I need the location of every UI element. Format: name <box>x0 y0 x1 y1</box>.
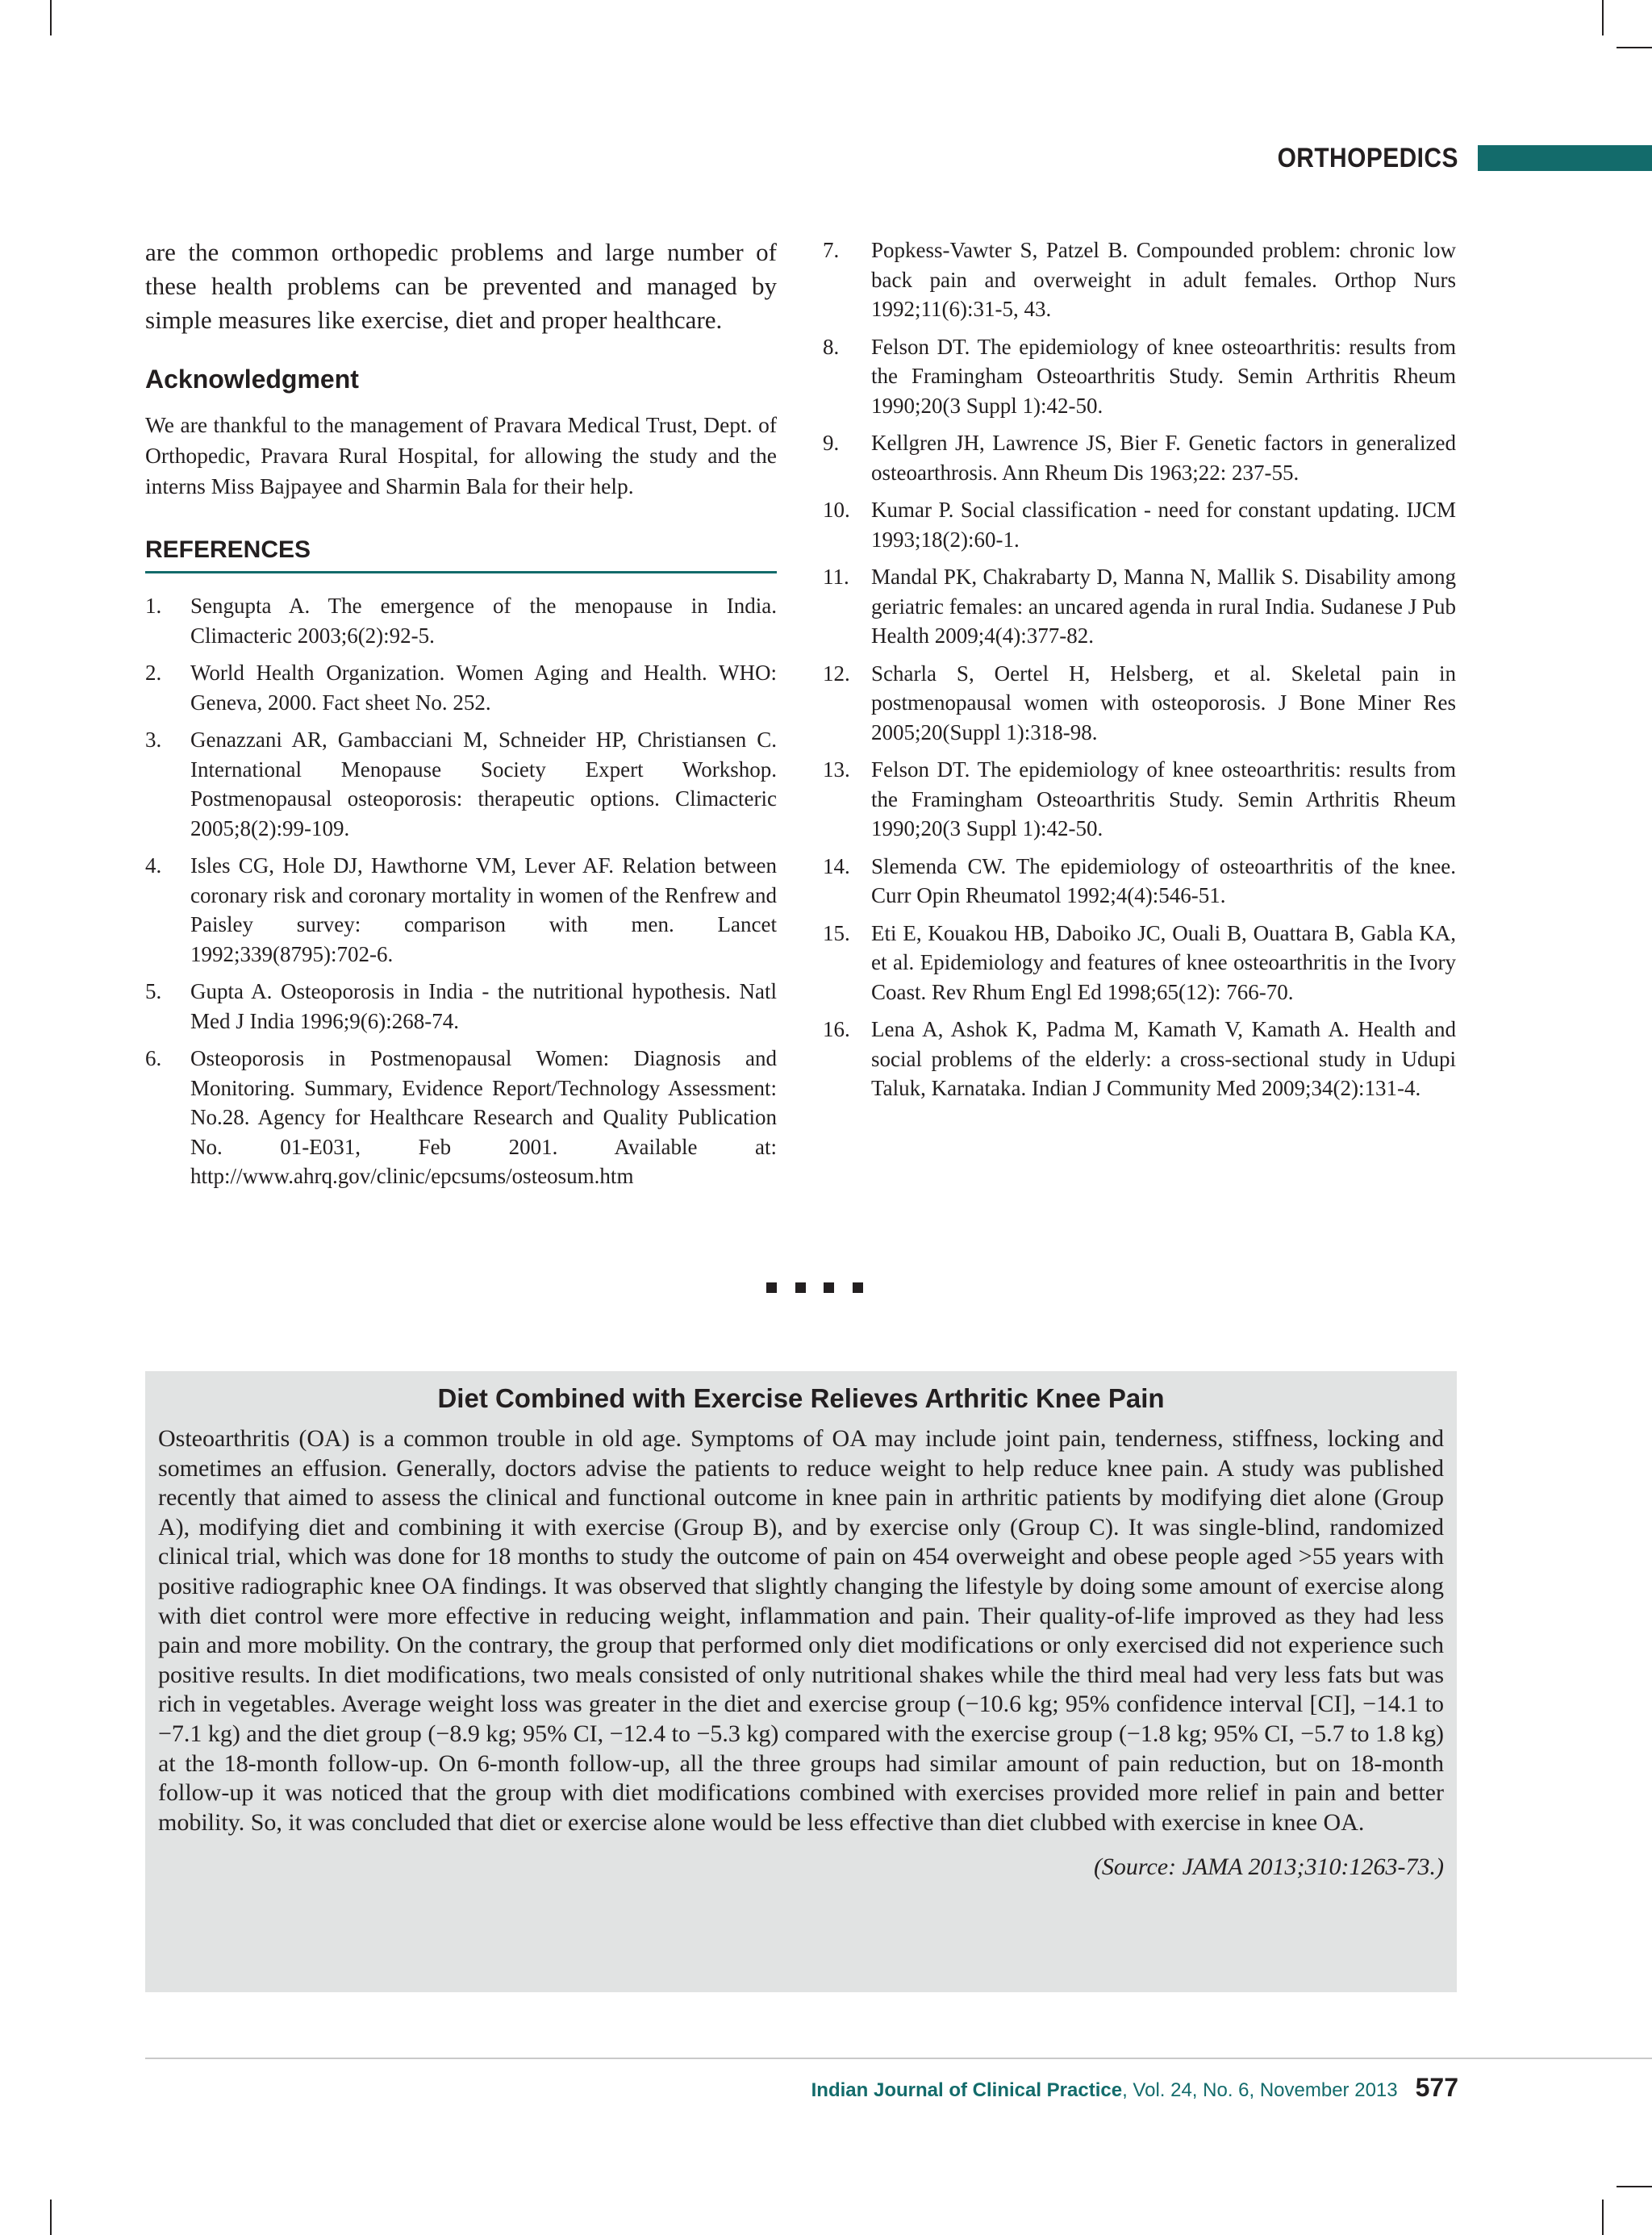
news-box-title: Diet Combined with Exercise Relieves Arthritic Knee Pain <box>437 1383 1165 1413</box>
reference-number: 14. <box>823 853 850 878</box>
reference-item <box>145 1044 777 1191</box>
reference-text: Gupta A. Osteoporosis in India - the nutritional hypothesis. Natl Med J India 1996;9(6):268-74. <box>190 979 777 1033</box>
reference-item <box>823 852 1456 911</box>
crop-mark-bottom-right <box>1602 2200 1604 2235</box>
reference-number: 6. <box>145 1046 162 1070</box>
reference-number: 11. <box>823 565 849 589</box>
crop-mark-bottom-left <box>50 2200 52 2235</box>
reference-number: 12. <box>823 661 850 686</box>
end-square <box>795 1282 806 1293</box>
reference-number: 15. <box>823 920 850 945</box>
reference-text: Osteoporosis in Postmenopausal Women: Diagnosis and Monitoring. Summary, Evidence Report/Technology Assessment: No.28. Agency for Healthcare Research and Quality Publication No. 01-E031, Feb 2001. Available at: http://www.ahrq.gov/clinic/epcsums/osteosum.htm <box>190 1046 777 1188</box>
footer-journal <box>811 2079 1398 2102</box>
reference-item <box>823 332 1456 421</box>
crop-mark-top-left <box>50 0 52 35</box>
news-box <box>145 1371 1457 1992</box>
page-number: 577 <box>1415 2073 1458 2102</box>
end-square <box>766 1282 777 1293</box>
section-header <box>0 142 1652 174</box>
reference-number: 4. <box>145 853 162 878</box>
page-footer <box>811 2073 1458 2107</box>
reference-item <box>145 658 777 717</box>
crop-mark-top-right-h <box>1617 47 1652 48</box>
reference-number: 9. <box>823 431 840 455</box>
crop-mark-bottom-right-h <box>1617 2186 1652 2187</box>
reference-text: Felson DT. The epidemiology of knee osteoarthritis: results from the Framingham Osteoarthritis Study. Semin Arthritis Rheum 1990;20(3 Suppl 1):42-50. <box>871 334 1456 418</box>
references-list-right <box>823 236 1456 1103</box>
section-label: ORTHOPEDICS <box>1277 143 1458 173</box>
footer-journal-issue: , Vol. 24, No. 6, November 2013 <box>1122 2079 1398 2101</box>
reference-text: Mandal PK, Chakrabarty D, Manna N, Mallik S. Disability among geriatric females: an uncared agenda in rural India. Sudanese J Pub Health 2009;4(4):377-82. <box>871 565 1456 648</box>
reference-text: World Health Organization. Women Aging and Health. WHO: Geneva, 2000. Fact sheet No. 252. <box>190 661 777 715</box>
reference-text: Slemenda CW. The epidemiology of osteoarthritis of the knee. Curr Opin Rheumatol 1992;4(4):546-51. <box>871 853 1456 907</box>
reference-number: 13. <box>823 757 850 782</box>
reference-text: Sengupta A. The emergence of the menopause in India. Climacteric 2003;6(2):92-5. <box>190 594 777 648</box>
reference-text: Eti E, Kouakou HB, Daboiko JC, Ouali B, Ouattara B, Gabla KA, et al. Epidemiology and features of knee osteoarthritis in the Ivory Coast. Rev Rhum Engl Ed 1998;65(12): 766-70. <box>871 920 1456 1004</box>
footer-rule <box>145 2058 1652 2059</box>
reference-number: 10. <box>823 498 850 522</box>
reference-item <box>823 236 1456 324</box>
references-list-left <box>145 591 777 1191</box>
reference-number: 8. <box>823 334 840 359</box>
reference-number: 5. <box>145 979 162 1003</box>
reference-text: Felson DT. The epidemiology of knee osteoarthritis: results from the Framingham Osteoarthritis Study. Semin Arthritis Rheum 1990;20(3 Suppl 1):42-50. <box>871 757 1456 840</box>
reference-number: 16. <box>823 1017 850 1041</box>
section-accent-bar <box>1478 145 1652 171</box>
acknowledgment-heading: Acknowledgment <box>145 365 359 394</box>
news-box-source: (Source: JAMA 2013;310:1263-73.) <box>1093 1853 1444 1881</box>
reference-item <box>823 562 1456 651</box>
reference-item <box>823 495 1456 554</box>
crop-mark-top-right <box>1602 0 1604 35</box>
reference-text: Lena A, Ashok K, Padma M, Kamath V, Kamath A. Health and social problems of the elderly: a cross-sectional study in Udupi Taluk, Karnataka. Indian J Community Med 2009;34(2):131-4. <box>871 1017 1456 1100</box>
end-square <box>824 1282 834 1293</box>
acknowledgment-text: We are thankful to the management of Pravara Medical Trust, Dept. of Orthopedic, Pravara Rural Hospital, for allowing the study and the interns Miss Bajpayee and Sharmin Bala for their help. <box>145 412 777 498</box>
reference-item <box>823 919 1456 1007</box>
intro-paragraph: are the common orthopedic problems and large number of these health problems can be prevented and managed by simple measures like exercise, diet and proper healthcare. <box>145 238 777 334</box>
right-column <box>823 236 1456 1111</box>
reference-number: 7. <box>823 238 840 262</box>
news-box-body: Osteoarthritis (OA) is a common trouble in old age. Symptoms of OA may include joint pain, tenderness, stiffness, locking and sometimes an effusion. Generally, doctors advise the patients to reduce weight to help reduce knee pain. A study was published recently that aimed to assess the clinical and functional outcome in knee pain in arthritic patients by modifying diet alone (Group A), modifying diet and combining it with exercise (Group B), and by exercise only (Group C). It was single-blind, randomized clinical trial, which was done for 18 months to study the outcome of pain on 454 overweight and obese people aged >55 years with positive radiographic knee OA findings. It was observed that slightly changing the lifestyle by doing some amount of exercise along with diet control were more effective in reducing weight, inflammation and pain. Their quality-of-life improved as they had less pain and more mobility. On the contrary, the group that performed only diet modifications or only exercised did not experience such positive results. In diet modifications, two meals consisted of only nutritional shakes while the third meal had very less fats but was rich in vegetables. Average weight loss was greater in the diet and exercise group (−10.6 kg; 95% confidence interval [CI], −14.1 to −7.1 kg) and the diet group (−8.9 kg; 95% CI, −12.4 to −5.3 kg) compared with the exercise group (−1.8 kg; 95% CI, −5.7 to 1.8 kg) at the 18-month follow-up. On 6-month follow-up, all the three groups had similar amount of pain reduction, but on 18-month follow-up it was noticed that the group with diet modifications combined with exercises provided more relief in pain and better mobility. So, it was concluded that diet or exercise alone would be less effective than diet clubbed with exercise in knee OA. <box>158 1425 1444 1836</box>
reference-item <box>145 851 777 969</box>
reference-item <box>823 659 1456 748</box>
reference-text: Scharla S, Oertel H, Helsberg, et al. Skeletal pain in postmenopausal women with osteoporosis. J Bone Miner Res 2005;20(Suppl 1):318-98. <box>871 661 1456 744</box>
reference-text: Genazzani AR, Gambacciani M, Schneider HP, Christiansen C. International Menopause Society Expert Workshop. Postmenopausal osteoporosis: therapeutic options. Climacteric 2005;8(2):99-109. <box>190 728 777 840</box>
reference-number: 1. <box>145 594 162 618</box>
reference-text: Popkess-Vawter S, Patzel B. Compounded problem: chronic low back pain and overweight in adult females. Orthop Nurs 1992;11(6):31-5, 43. <box>871 238 1456 321</box>
reference-number: 2. <box>145 661 162 685</box>
reference-item <box>823 428 1456 487</box>
end-of-article-marker <box>766 1282 863 1299</box>
end-square <box>853 1282 863 1293</box>
reference-item <box>823 755 1456 844</box>
reference-item <box>145 977 777 1036</box>
reference-text: Kellgren JH, Lawrence JS, Bier F. Genetic factors in generalized osteoarthrosis. Ann Rheum Dis 1963;22: 237-55. <box>871 431 1456 485</box>
footer-journal-name: Indian Journal of Clinical Practice <box>811 2079 1123 2101</box>
references-heading: REFERENCES <box>145 534 777 573</box>
reference-number: 3. <box>145 728 162 752</box>
left-column <box>145 236 777 1199</box>
reference-text: Kumar P. Social classification - need for constant updating. IJCM 1993;18(2):60-1. <box>871 498 1456 552</box>
reference-item <box>823 1015 1456 1103</box>
reference-item <box>145 725 777 843</box>
reference-item <box>145 591 777 650</box>
reference-text: Isles CG, Hole DJ, Hawthorne VM, Lever AF. Relation between coronary risk and coronary mortality in women of the Renfrew and Paisley survey: comparison with men. Lancet 1992;339(8795):702-6. <box>190 853 777 966</box>
